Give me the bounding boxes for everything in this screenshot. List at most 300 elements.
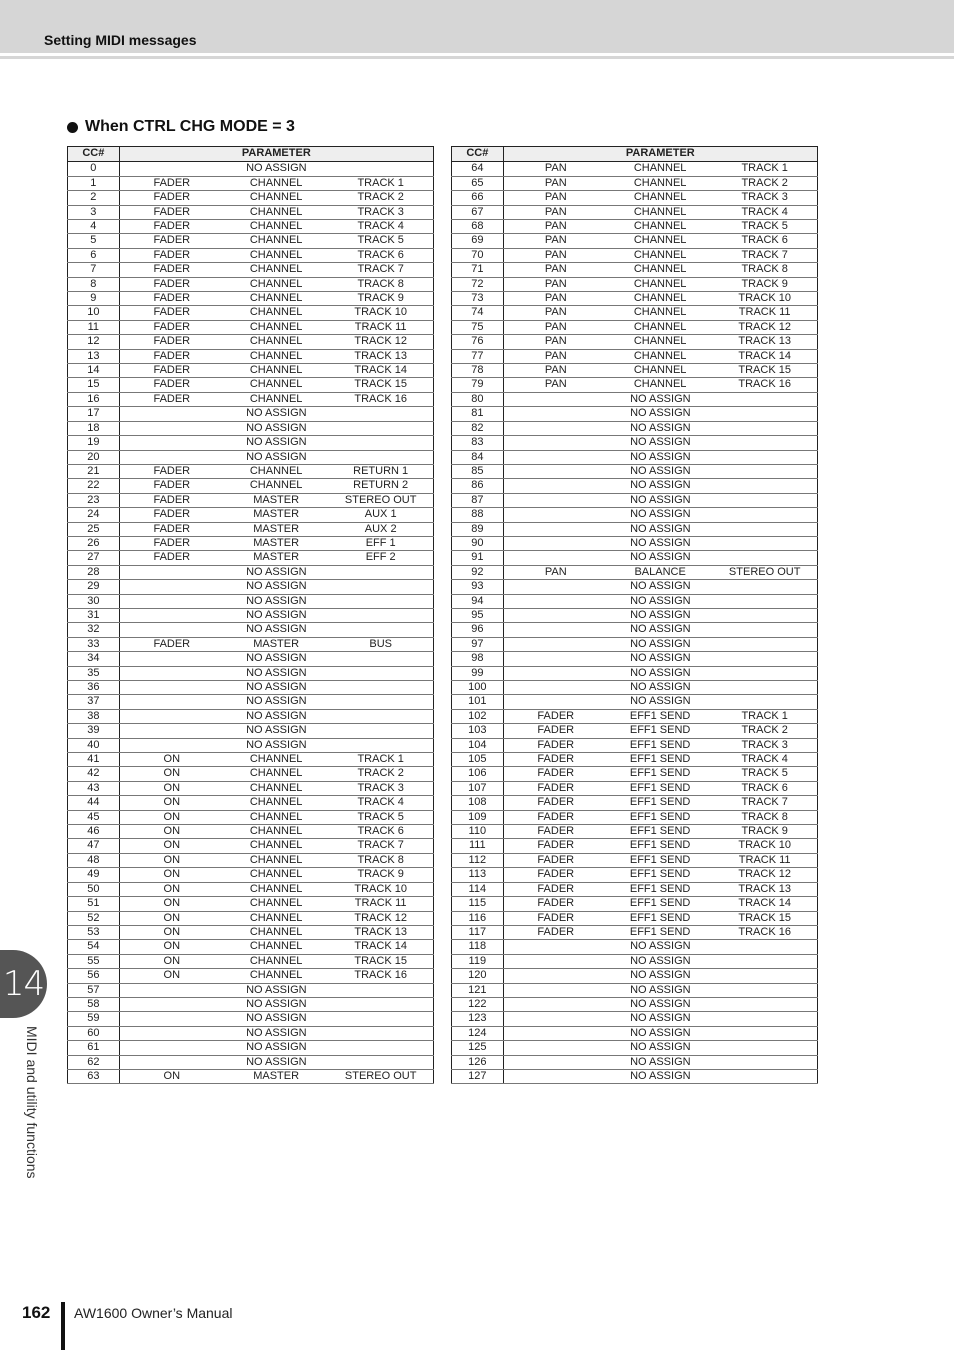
channel-cell: TRACK 7: [328, 263, 433, 277]
cc-table-right: [451, 146, 818, 1084]
parameter-cell: NO ASSIGN: [119, 724, 433, 738]
table-row: [452, 825, 818, 839]
channel-cell: TRACK 11: [712, 306, 817, 320]
target-cell: CHANNEL: [224, 220, 328, 234]
type-cell: FADER: [503, 810, 608, 824]
cc-number-cell: 5: [68, 234, 120, 248]
cc-number-cell: 67: [452, 205, 504, 219]
type-cell: ON: [119, 839, 224, 853]
table-row: [452, 364, 818, 378]
channel-cell: TRACK 3: [328, 205, 433, 219]
cc-number-cell: 59: [68, 1012, 120, 1026]
table-row: [68, 392, 434, 406]
type-cell: FADER: [119, 306, 224, 320]
cc-number-cell: 85: [452, 464, 504, 478]
channel-cell: TRACK 14: [328, 940, 433, 954]
channel-cell: TRACK 2: [712, 724, 817, 738]
table-row: [68, 709, 434, 723]
target-cell: MASTER: [224, 508, 328, 522]
cc-number-cell: 14: [68, 364, 120, 378]
type-cell: ON: [119, 940, 224, 954]
target-cell: EFF1 SEND: [608, 753, 712, 767]
target-cell: EFF1 SEND: [608, 796, 712, 810]
channel-cell: TRACK 9: [712, 825, 817, 839]
type-cell: FADER: [503, 897, 608, 911]
cc-number-cell: 46: [68, 825, 120, 839]
type-cell: FADER: [119, 248, 224, 262]
cc-number-cell: 121: [452, 983, 504, 997]
channel-cell: TRACK 5: [712, 220, 817, 234]
table-row: [68, 608, 434, 622]
channel-cell: TRACK 12: [328, 911, 433, 925]
target-cell: EFF1 SEND: [608, 825, 712, 839]
parameter-cell: NO ASSIGN: [119, 695, 433, 709]
cc-number-cell: 106: [452, 767, 504, 781]
cc-number-cell: 81: [452, 407, 504, 421]
cc-number-cell: 71: [452, 263, 504, 277]
target-cell: EFF1 SEND: [608, 882, 712, 896]
parameter-cell: NO ASSIGN: [119, 1055, 433, 1069]
table-row: [68, 407, 434, 421]
target-cell: EFF1 SEND: [608, 738, 712, 752]
table-row: [452, 306, 818, 320]
table-row: [452, 810, 818, 824]
cc-number-cell: 116: [452, 911, 504, 925]
table-row: [68, 594, 434, 608]
channel-cell: TRACK 11: [328, 320, 433, 334]
target-cell: CHANNEL: [608, 162, 712, 176]
cc-number-cell: 110: [452, 825, 504, 839]
cc-number-cell: 18: [68, 421, 120, 435]
cc-number-cell: 39: [68, 724, 120, 738]
target-cell: CHANNEL: [224, 940, 328, 954]
channel-cell: TRACK 13: [712, 882, 817, 896]
type-cell: FADER: [119, 551, 224, 565]
target-cell: CHANNEL: [608, 248, 712, 262]
table-row: [452, 234, 818, 248]
table-row: [452, 292, 818, 306]
cc-number-cell: 27: [68, 551, 120, 565]
table-row: [68, 162, 434, 176]
channel-cell: TRACK 6: [712, 234, 817, 248]
channel-cell: TRACK 4: [328, 796, 433, 810]
channel-cell: TRACK 6: [328, 248, 433, 262]
table-row: [68, 335, 434, 349]
cc-number-cell: 53: [68, 925, 120, 939]
table-row: [68, 738, 434, 752]
type-cell: FADER: [119, 234, 224, 248]
type-cell: ON: [119, 810, 224, 824]
target-cell: CHANNEL: [608, 220, 712, 234]
type-cell: ON: [119, 753, 224, 767]
table-row: [452, 997, 818, 1011]
target-cell: EFF1 SEND: [608, 781, 712, 795]
type-cell: FADER: [503, 868, 608, 882]
table-row: [452, 220, 818, 234]
cc-number-cell: 12: [68, 335, 120, 349]
target-cell: EFF1 SEND: [608, 897, 712, 911]
table-row: [452, 522, 818, 536]
cc-number-cell: 32: [68, 623, 120, 637]
parameter-cell: NO ASSIGN: [503, 1012, 817, 1026]
channel-cell: TRACK 3: [712, 191, 817, 205]
table-row: [452, 349, 818, 363]
target-cell: CHANNEL: [224, 897, 328, 911]
channel-cell: TRACK 5: [712, 767, 817, 781]
cc-number-cell: 33: [68, 637, 120, 651]
table-row: [68, 1026, 434, 1040]
column-header-parameter: PARAMETER: [119, 147, 433, 162]
cc-number-cell: 45: [68, 810, 120, 824]
table-row: [68, 248, 434, 262]
cc-number-cell: 84: [452, 450, 504, 464]
target-cell: EFF1 SEND: [608, 911, 712, 925]
type-cell: FADER: [503, 925, 608, 939]
target-cell: CHANNEL: [224, 335, 328, 349]
table-row: [452, 940, 818, 954]
parameter-cell: NO ASSIGN: [119, 565, 433, 579]
cc-number-cell: 113: [452, 868, 504, 882]
channel-cell: TRACK 8: [328, 277, 433, 291]
target-cell: CHANNEL: [224, 969, 328, 983]
table-row: [68, 652, 434, 666]
type-cell: PAN: [503, 263, 608, 277]
type-cell: PAN: [503, 335, 608, 349]
table-row: [68, 479, 434, 493]
type-cell: FADER: [119, 464, 224, 478]
cc-number-cell: 123: [452, 1012, 504, 1026]
target-cell: CHANNEL: [224, 464, 328, 478]
table-row: [452, 464, 818, 478]
table-row: [452, 335, 818, 349]
cc-number-cell: 96: [452, 623, 504, 637]
channel-cell: TRACK 13: [712, 335, 817, 349]
parameter-cell: NO ASSIGN: [503, 623, 817, 637]
cc-number-cell: 104: [452, 738, 504, 752]
channel-cell: TRACK 9: [328, 868, 433, 882]
table-row: [68, 364, 434, 378]
parameter-cell: NO ASSIGN: [503, 1026, 817, 1040]
cc-number-cell: 97: [452, 637, 504, 651]
chapter-number: 14: [2, 964, 45, 1004]
table-row: [68, 637, 434, 651]
page-number: 162: [22, 1303, 51, 1322]
table-row: [68, 551, 434, 565]
cc-number-cell: 34: [68, 652, 120, 666]
table-row: [68, 925, 434, 939]
table-row: [68, 767, 434, 781]
cc-number-cell: 50: [68, 882, 120, 896]
channel-cell: TRACK 9: [712, 277, 817, 291]
target-cell: CHANNEL: [224, 191, 328, 205]
table-row: [68, 191, 434, 205]
target-cell: CHANNEL: [224, 767, 328, 781]
table-row: [68, 580, 434, 594]
table-row: [68, 565, 434, 579]
channel-cell: TRACK 16: [712, 378, 817, 392]
table-row: [68, 623, 434, 637]
cc-number-cell: 86: [452, 479, 504, 493]
table-row: [68, 508, 434, 522]
type-cell: FADER: [119, 263, 224, 277]
table-row: [452, 925, 818, 939]
table-row: [68, 522, 434, 536]
cc-number-cell: 54: [68, 940, 120, 954]
type-cell: FADER: [119, 493, 224, 507]
cc-number-cell: 127: [452, 1069, 504, 1083]
channel-cell: TRACK 2: [328, 767, 433, 781]
table-row: [452, 738, 818, 752]
type-cell: PAN: [503, 364, 608, 378]
cc-number-cell: 89: [452, 522, 504, 536]
parameter-cell: NO ASSIGN: [119, 983, 433, 997]
channel-cell: EFF 1: [328, 536, 433, 550]
cc-number-cell: 44: [68, 796, 120, 810]
channel-cell: TRACK 9: [328, 292, 433, 306]
type-cell: FADER: [503, 825, 608, 839]
channel-cell: TRACK 5: [328, 810, 433, 824]
type-cell: ON: [119, 954, 224, 968]
type-cell: FADER: [119, 378, 224, 392]
table-body-right: [452, 162, 818, 1084]
target-cell: CHANNEL: [608, 234, 712, 248]
parameter-cell: NO ASSIGN: [119, 666, 433, 680]
parameter-cell: NO ASSIGN: [503, 1069, 817, 1083]
channel-cell: TRACK 8: [712, 263, 817, 277]
parameter-cell: NO ASSIGN: [503, 997, 817, 1011]
table-row: [68, 263, 434, 277]
type-cell: ON: [119, 925, 224, 939]
channel-cell: TRACK 10: [328, 306, 433, 320]
target-cell: CHANNEL: [608, 378, 712, 392]
type-cell: FADER: [119, 205, 224, 219]
table-row: [68, 277, 434, 291]
table-row: [452, 1055, 818, 1069]
parameter-cell: NO ASSIGN: [119, 709, 433, 723]
channel-cell: TRACK 4: [712, 753, 817, 767]
channel-cell: TRACK 11: [712, 853, 817, 867]
channel-cell: RETURN 2: [328, 479, 433, 493]
type-cell: FADER: [503, 882, 608, 896]
target-cell: EFF1 SEND: [608, 839, 712, 853]
channel-cell: TRACK 14: [712, 349, 817, 363]
cc-number-cell: 126: [452, 1055, 504, 1069]
parameter-cell: NO ASSIGN: [503, 681, 817, 695]
channel-cell: TRACK 12: [712, 868, 817, 882]
target-cell: CHANNEL: [608, 320, 712, 334]
target-cell: CHANNEL: [608, 205, 712, 219]
table-row: [452, 695, 818, 709]
cc-number-cell: 47: [68, 839, 120, 853]
parameter-cell: NO ASSIGN: [503, 637, 817, 651]
channel-cell: TRACK 6: [328, 825, 433, 839]
cc-number-cell: 66: [452, 191, 504, 205]
table-row: [452, 608, 818, 622]
target-cell: CHANNEL: [608, 335, 712, 349]
target-cell: CHANNEL: [224, 753, 328, 767]
type-cell: PAN: [503, 565, 608, 579]
target-cell: MASTER: [224, 1069, 328, 1083]
target-cell: CHANNEL: [224, 868, 328, 882]
parameter-cell: NO ASSIGN: [503, 493, 817, 507]
cc-number-cell: 30: [68, 594, 120, 608]
table-row: [68, 436, 434, 450]
type-cell: PAN: [503, 234, 608, 248]
parameter-cell: NO ASSIGN: [119, 738, 433, 752]
target-cell: MASTER: [224, 551, 328, 565]
target-cell: CHANNEL: [224, 364, 328, 378]
target-cell: EFF1 SEND: [608, 925, 712, 939]
cc-number-cell: 10: [68, 306, 120, 320]
table-row: [68, 753, 434, 767]
cc-number-cell: 76: [452, 335, 504, 349]
channel-cell: TRACK 7: [712, 796, 817, 810]
cc-number-cell: 21: [68, 464, 120, 478]
type-cell: PAN: [503, 349, 608, 363]
channel-cell: BUS: [328, 637, 433, 651]
cc-number-cell: 88: [452, 508, 504, 522]
target-cell: CHANNEL: [224, 176, 328, 190]
channel-cell: TRACK 15: [712, 364, 817, 378]
cc-number-cell: 115: [452, 897, 504, 911]
cc-number-cell: 125: [452, 1041, 504, 1055]
type-cell: FADER: [119, 349, 224, 363]
target-cell: EFF1 SEND: [608, 868, 712, 882]
target-cell: CHANNEL: [224, 954, 328, 968]
type-cell: ON: [119, 781, 224, 795]
target-cell: CHANNEL: [224, 825, 328, 839]
cc-number-cell: 40: [68, 738, 120, 752]
cc-number-cell: 58: [68, 997, 120, 1011]
channel-cell: TRACK 8: [712, 810, 817, 824]
parameter-cell: NO ASSIGN: [503, 983, 817, 997]
parameter-cell: NO ASSIGN: [119, 1041, 433, 1055]
cc-number-cell: 20: [68, 450, 120, 464]
chapter-label: MIDI and utility functions: [24, 1026, 40, 1179]
cc-number-cell: 26: [68, 536, 120, 550]
target-cell: CHANNEL: [608, 349, 712, 363]
table-row: [452, 969, 818, 983]
table-row: [68, 220, 434, 234]
bullet-icon: [67, 122, 78, 133]
target-cell: CHANNEL: [224, 306, 328, 320]
cc-number-cell: 103: [452, 724, 504, 738]
cc-number-cell: 100: [452, 681, 504, 695]
table-row: [68, 378, 434, 392]
cc-number-cell: 60: [68, 1026, 120, 1040]
cc-number-cell: 51: [68, 897, 120, 911]
table-row: [68, 320, 434, 334]
type-cell: FADER: [503, 853, 608, 867]
table-row: [68, 450, 434, 464]
cc-number-cell: 61: [68, 1041, 120, 1055]
type-cell: ON: [119, 825, 224, 839]
table-row: [68, 1041, 434, 1055]
parameter-cell: NO ASSIGN: [503, 580, 817, 594]
type-cell: FADER: [119, 292, 224, 306]
parameter-cell: NO ASSIGN: [503, 464, 817, 478]
type-cell: FADER: [119, 320, 224, 334]
table-row: [68, 796, 434, 810]
cc-number-cell: 122: [452, 997, 504, 1011]
type-cell: PAN: [503, 306, 608, 320]
channel-cell: TRACK 10: [712, 839, 817, 853]
parameter-cell: NO ASSIGN: [503, 508, 817, 522]
table-row: [68, 983, 434, 997]
target-cell: CHANNEL: [224, 378, 328, 392]
cc-number-cell: 7: [68, 263, 120, 277]
table-row: [68, 781, 434, 795]
cc-number-cell: 2: [68, 191, 120, 205]
channel-cell: AUX 2: [328, 522, 433, 536]
target-cell: CHANNEL: [608, 176, 712, 190]
channel-cell: TRACK 7: [328, 839, 433, 853]
target-cell: CHANNEL: [608, 292, 712, 306]
type-cell: ON: [119, 969, 224, 983]
channel-cell: TRACK 3: [328, 781, 433, 795]
parameter-cell: NO ASSIGN: [119, 421, 433, 435]
cc-number-cell: 28: [68, 565, 120, 579]
target-cell: EFF1 SEND: [608, 810, 712, 824]
parameter-cell: NO ASSIGN: [119, 162, 433, 176]
cc-number-cell: 48: [68, 853, 120, 867]
parameter-cell: NO ASSIGN: [119, 580, 433, 594]
table-header-row: [68, 147, 434, 162]
table-row: [68, 839, 434, 853]
table-row: [452, 954, 818, 968]
channel-cell: TRACK 11: [328, 897, 433, 911]
type-cell: ON: [119, 911, 224, 925]
cc-number-cell: 1: [68, 176, 120, 190]
channel-cell: RETURN 1: [328, 464, 433, 478]
table-header-row: [452, 147, 818, 162]
table-row: [68, 421, 434, 435]
parameter-cell: NO ASSIGN: [503, 594, 817, 608]
target-cell: CHANNEL: [608, 277, 712, 291]
cc-number-cell: 8: [68, 277, 120, 291]
cc-number-cell: 90: [452, 536, 504, 550]
target-cell: CHANNEL: [224, 839, 328, 853]
cc-number-cell: 55: [68, 954, 120, 968]
table-row: [452, 1026, 818, 1040]
type-cell: FADER: [503, 839, 608, 853]
type-cell: FADER: [503, 781, 608, 795]
cc-number-cell: 4: [68, 220, 120, 234]
cc-number-cell: 75: [452, 320, 504, 334]
parameter-cell: NO ASSIGN: [503, 407, 817, 421]
parameter-cell: NO ASSIGN: [503, 392, 817, 406]
cc-number-cell: 73: [452, 292, 504, 306]
table-row: [452, 853, 818, 867]
column-header-parameter: PARAMETER: [503, 147, 817, 162]
target-cell: MASTER: [224, 637, 328, 651]
cc-number-cell: 82: [452, 421, 504, 435]
target-cell: CHANNEL: [224, 277, 328, 291]
parameter-cell: NO ASSIGN: [503, 652, 817, 666]
table-row: [68, 681, 434, 695]
table-body-left: [68, 162, 434, 1084]
table-row: [452, 536, 818, 550]
cc-number-cell: 87: [452, 493, 504, 507]
target-cell: CHANNEL: [224, 349, 328, 363]
cc-number-cell: 64: [452, 162, 504, 176]
channel-cell: STEREO OUT: [328, 493, 433, 507]
type-cell: PAN: [503, 205, 608, 219]
cc-number-cell: 69: [452, 234, 504, 248]
cc-number-cell: 38: [68, 709, 120, 723]
cc-number-cell: 43: [68, 781, 120, 795]
target-cell: MASTER: [224, 536, 328, 550]
